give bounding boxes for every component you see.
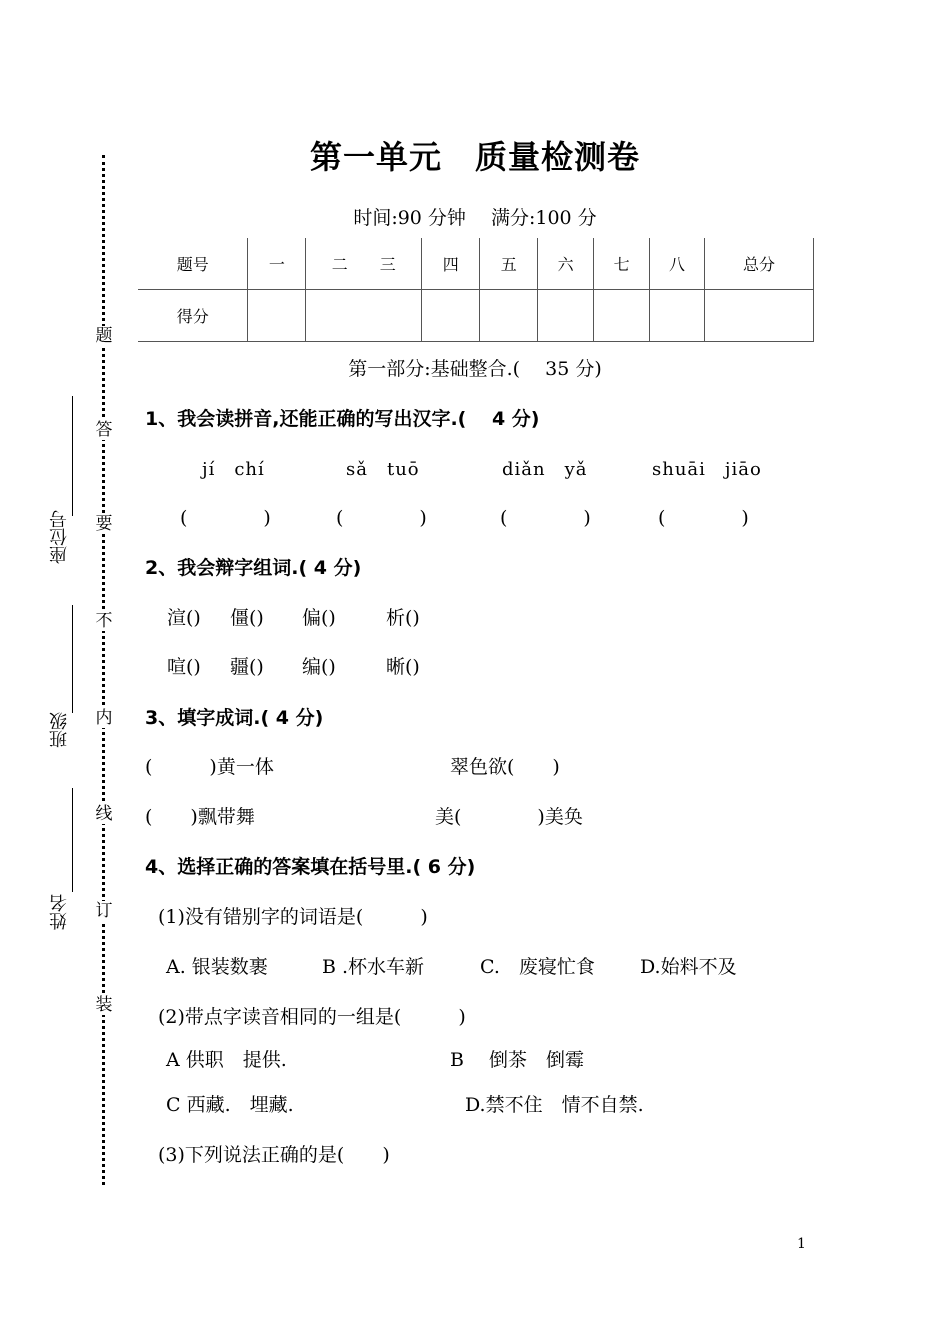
q2-item[interactable]: 编(): [302, 656, 336, 678]
q4-sub1-option-b[interactable]: B .杯水车新: [322, 956, 425, 978]
binding-char-8: 装: [95, 995, 113, 1015]
binding-char-3: 要: [95, 514, 113, 534]
score-cell[interactable]: [248, 290, 306, 342]
binding-char-2: 答: [95, 420, 113, 440]
header-cell: 总分: [705, 238, 814, 290]
q1-answer-blank-2[interactable]: ( ): [336, 507, 427, 529]
q4-sub2[interactable]: (2)带点字读音相同的一组是( ): [158, 1006, 466, 1028]
score-cell[interactable]: [650, 290, 705, 342]
q2-item[interactable]: 晰(): [386, 656, 420, 678]
seat-label: 座位号: [49, 510, 70, 564]
q2-item[interactable]: 析(): [386, 607, 420, 629]
header-cell: 五: [480, 238, 538, 290]
q2-item[interactable]: 喧(): [167, 656, 201, 678]
q2-item[interactable]: 僵(): [230, 607, 264, 629]
score-cell[interactable]: [422, 290, 480, 342]
seat-write-line[interactable]: [72, 396, 73, 516]
binding-dotted-line: [102, 155, 105, 1185]
q4-sub2-option-b[interactable]: B 倒茶 倒霉: [450, 1049, 585, 1071]
name-write-line[interactable]: [72, 788, 73, 892]
q3-item[interactable]: 翠色欲( ): [450, 756, 560, 778]
q2-title: 2、我会辩字组词.( 4 分): [145, 557, 362, 579]
q3-item[interactable]: ( )飘带舞: [145, 806, 255, 828]
name-label: 姓名: [49, 894, 70, 930]
header-cell: 题号: [138, 238, 248, 290]
binding-char-5: 内: [95, 708, 113, 728]
binding-char-4: 不: [95, 611, 113, 631]
class-label: 班级: [49, 712, 70, 748]
q3-item[interactable]: 美( )美奂: [435, 806, 583, 828]
score-cell[interactable]: [705, 290, 814, 342]
page-number: 1: [797, 1236, 806, 1252]
q4-title: 4、选择正确的答案填在括号里.( 6 分): [145, 856, 476, 878]
score-cell[interactable]: [594, 290, 650, 342]
q1-pinyin-1: jí chí: [202, 459, 265, 480]
q4-sub1-option-c[interactable]: C. 废寝忙食: [480, 956, 595, 978]
part1-title: 第一部分:基础整合.( 35 分): [348, 358, 602, 380]
score-cell[interactable]: [538, 290, 594, 342]
q2-item[interactable]: 疆(): [230, 656, 264, 678]
q1-pinyin-3: diǎn yǎ: [502, 459, 588, 480]
q2-item[interactable]: 渲(): [167, 607, 201, 629]
score-table-header-row: [138, 238, 814, 290]
score-cell[interactable]: [306, 290, 422, 342]
score-table-score-row: [138, 290, 814, 342]
q1-answer-blank-1[interactable]: ( ): [180, 507, 271, 529]
header-cell: 六: [538, 238, 594, 290]
score-row-label: 得分: [138, 290, 248, 342]
header-cell: 一: [248, 238, 306, 290]
q4-sub3[interactable]: (3)下列说法正确的是( ): [158, 1144, 390, 1166]
q4-sub1[interactable]: (1)没有错别字的词语是( ): [158, 906, 428, 928]
binding-char-1: 题: [95, 326, 113, 346]
q4-sub1-option-a[interactable]: A. 银装数裹: [166, 956, 268, 978]
exam-info: 时间:90 分钟 满分:100 分: [353, 207, 597, 229]
header-cell: 八: [650, 238, 705, 290]
q4-sub1-option-d[interactable]: D.始料不及: [640, 956, 737, 978]
q2-item[interactable]: 偏(): [302, 607, 336, 629]
q3-item[interactable]: ( )黄一体: [145, 756, 274, 778]
q1-pinyin-4: shuāi jiāo: [652, 459, 762, 480]
header-cell: 七: [594, 238, 650, 290]
q1-answer-blank-4[interactable]: ( ): [658, 507, 749, 529]
binding-char-7: 订: [95, 901, 113, 921]
q4-sub2-option-c[interactable]: C 西藏. 埋藏.: [166, 1094, 294, 1116]
q4-sub2-option-d[interactable]: D.禁不住 情不自禁.: [465, 1094, 644, 1116]
q1-title: 1、我会读拼音,还能正确的写出汉字.( 4 分): [145, 408, 540, 430]
score-table: [138, 238, 814, 342]
header-cell: 四: [422, 238, 480, 290]
score-cell[interactable]: [480, 290, 538, 342]
binding-char-6: 线: [95, 804, 113, 824]
page-title: 第一单元 质量检测卷: [309, 138, 640, 176]
q1-pinyin-2: sǎ tuō: [346, 459, 420, 480]
class-write-line[interactable]: [72, 605, 73, 713]
q3-title: 3、填字成词.( 4 分): [145, 707, 324, 729]
q1-answer-blank-3[interactable]: ( ): [500, 507, 591, 529]
header-cell: 二 三: [306, 238, 422, 290]
q4-sub2-option-a[interactable]: A 供职 提供.: [166, 1049, 287, 1071]
